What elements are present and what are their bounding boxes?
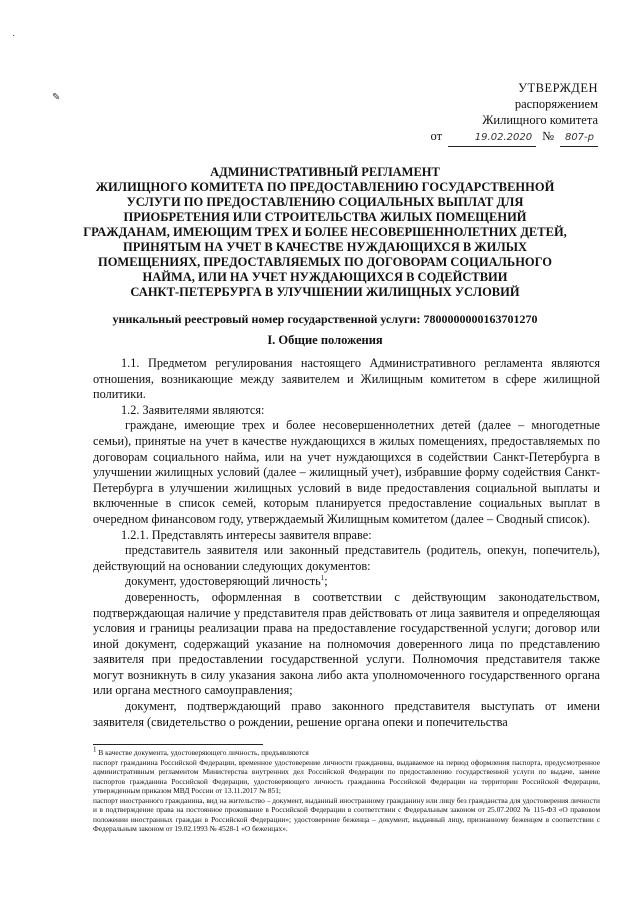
footnote-intro-text: В качестве документа, удостоверяющего личность, предъявляются <box>98 748 309 757</box>
paragraph-power-of-attorney: доверенность, оформленная в соответствии с действующим законодательством, подтверждающая наличие у представителя прав действовать от лица заявителя и определяющая условия и границы реализации права на предоставление государственной услуги; договор или иной документ, содержащий указание на полномочия доверенного лица по представлению заявителя при предоставлении государственной услуги. Полномочия представителя также могут возникнуть в силу указания закона либо акта уполномоченного государственного органа или органа местного самоуправления; <box>93 589 600 698</box>
title-line: ЖИЛИЩНОГО КОМИТЕТА ПО ПРЕДОСТАВЛЕНИЮ ГОСУДАРСТВЕННОЙ <box>95 180 555 194</box>
regulation-title <box>80 165 570 300</box>
title-line: НАЙМА, ИЛИ НА УЧЕТ НУЖДАЮЩИХСЯ В СОДЕЙСТВИИ <box>142 270 508 284</box>
paragraph-1-1: 1.1. Предметом регулирования настоящего Административного регламента являются отношения, возникающие между заявителем и Жилищным комитетом в сфере жилищной политики. <box>93 356 600 402</box>
paragraph-id-document <box>93 574 600 590</box>
title-line: ПОМЕЩЕНИЯХ, ПРЕДОСТАВЛЯЕМЫХ ПО ДОГОВОРАМ СОЦИАЛЬНОГО <box>97 255 553 269</box>
approved-label: УТВЕРЖДЕН <box>518 81 598 95</box>
paragraph-applicants: граждане, имеющие трех и более несовершеннолетних детей (далее – многодетные семьи), принятые на учет в качестве нуждающихся в жилых помещениях, предоставляемых по договорам социального найма, или на учет нуждающихся в содействии Санкт-Петербурга в улучшении жилищных условий (далее – жилищный учет), избравшие форму содействия Санкт-Петербурга в улучшении жилищных условий в виде предоставления социальной выплаты и включенные в список семей, которым планируется предоставление социальных выплат в очередном финансовом году, утверждаемый Жилищным комитетом (далее – Сводный список). <box>93 418 600 526</box>
title-line: АДМИНИСТРАТИВНЫЙ РЕГЛАМЕНТ <box>210 165 440 179</box>
from-label: от <box>430 129 443 143</box>
footnote-divider <box>93 744 263 745</box>
number-label: № <box>542 129 554 143</box>
approval-block <box>431 80 599 147</box>
document-body <box>93 356 600 730</box>
title-line: ПРИОБРЕТЕНИЯ ИЛИ СТРОИТЕЛЬСТВА ЖИЛЫХ ПОМЕЩЕНИЙ <box>123 210 527 224</box>
footnote-ref: 1 <box>320 574 325 583</box>
id-document-tail: ; <box>324 574 328 589</box>
stamp-mark: ✎ <box>52 92 61 103</box>
approval-date-line <box>431 128 599 147</box>
handwritten-date: 19.02.2020 <box>448 130 536 147</box>
footnote-passport: паспорт гражданина Российской Федерации, временное удостоверение личности гражданина, выдаваемое на период оформления паспорта, предусмотренное административным регламентом Министерства внутренних дел Российской Федерации по предоставлению государственной услуги по выдаче, замене паспортов гражданина Российской Федерации, удостоверяющего личность гражданина Российской Федерации на территории Российской Федерации, утвержденным приказом МВД России от 13.11.2017 № 851; <box>93 757 600 795</box>
registry-number: уникальный реестровый номер государственной услуги: 7800000000163701270 <box>112 312 538 326</box>
paragraph-legal-representative: документ, подтверждающий право законного представителя выступать от имени заявителя (свидетельство о рождении, решение органа опеки и попечительства <box>93 699 600 729</box>
footnote-foreign: паспорт иностранного гражданина, вид на жительство – документ, выданный иностранному гражданину или лицу без гражданства для удостоверения личности и в подтверждение права на постоянное проживание в Российской Федерации в соответствии с Федеральным законом от 25.07.2002 № 115-ФЗ «О правовом положении иностранных граждан в Российской Федерации»; удостоверение беженца – документ, выданный лицу, признанному беженцем в соответствии с Федеральным законом от 19.02.1993 № 4528-1 «О беженцах». <box>93 795 600 833</box>
paragraph-1-2-1: 1.2.1. Представлять интересы заявителя вправе: <box>121 527 372 542</box>
title-line: ПРИНЯТЫМ НА УЧЕТ В КАЧЕСТВЕ НУЖДАЮЩИХСЯ В ЖИЛЫХ <box>122 240 528 254</box>
id-document-text: документ, удостоверяющий личность <box>125 574 321 589</box>
footnote-intro <box>93 745 600 758</box>
paragraph-1-2: 1.2. Заявителями являются: <box>121 402 265 417</box>
approval-committee-label: Жилищного комитета <box>482 113 598 127</box>
approval-order-label: распоряжением <box>514 97 598 111</box>
section-heading: I. Общие положения <box>267 333 383 347</box>
footnote-mark: 1 <box>93 745 97 754</box>
footnotes <box>93 745 600 834</box>
handwritten-number: 807-р <box>560 130 598 147</box>
paragraph-representative: представитель заявителя или законный представитель (родитель, опекун, попечитель), действующий на основании следующих документов: <box>93 543 600 573</box>
title-line: УСЛУГИ ПО ПРЕДОСТАВЛЕНИЮ СОЦИАЛЬНЫХ ВЫПЛАТ ДЛЯ <box>126 195 524 209</box>
title-line: ГРАЖДАНАМ, ИМЕЮЩИМ ТРЕХ И БОЛЕЕ НЕСОВЕРШЕННОЛЕТНИХ ДЕТЕЙ, <box>83 225 567 239</box>
scan-mark: ˙ <box>12 34 16 45</box>
title-line: САНКТ-ПЕТЕРБУРГА В УЛУЧШЕНИИ ЖИЛИЩНЫХ УСЛОВИЙ <box>130 285 520 299</box>
